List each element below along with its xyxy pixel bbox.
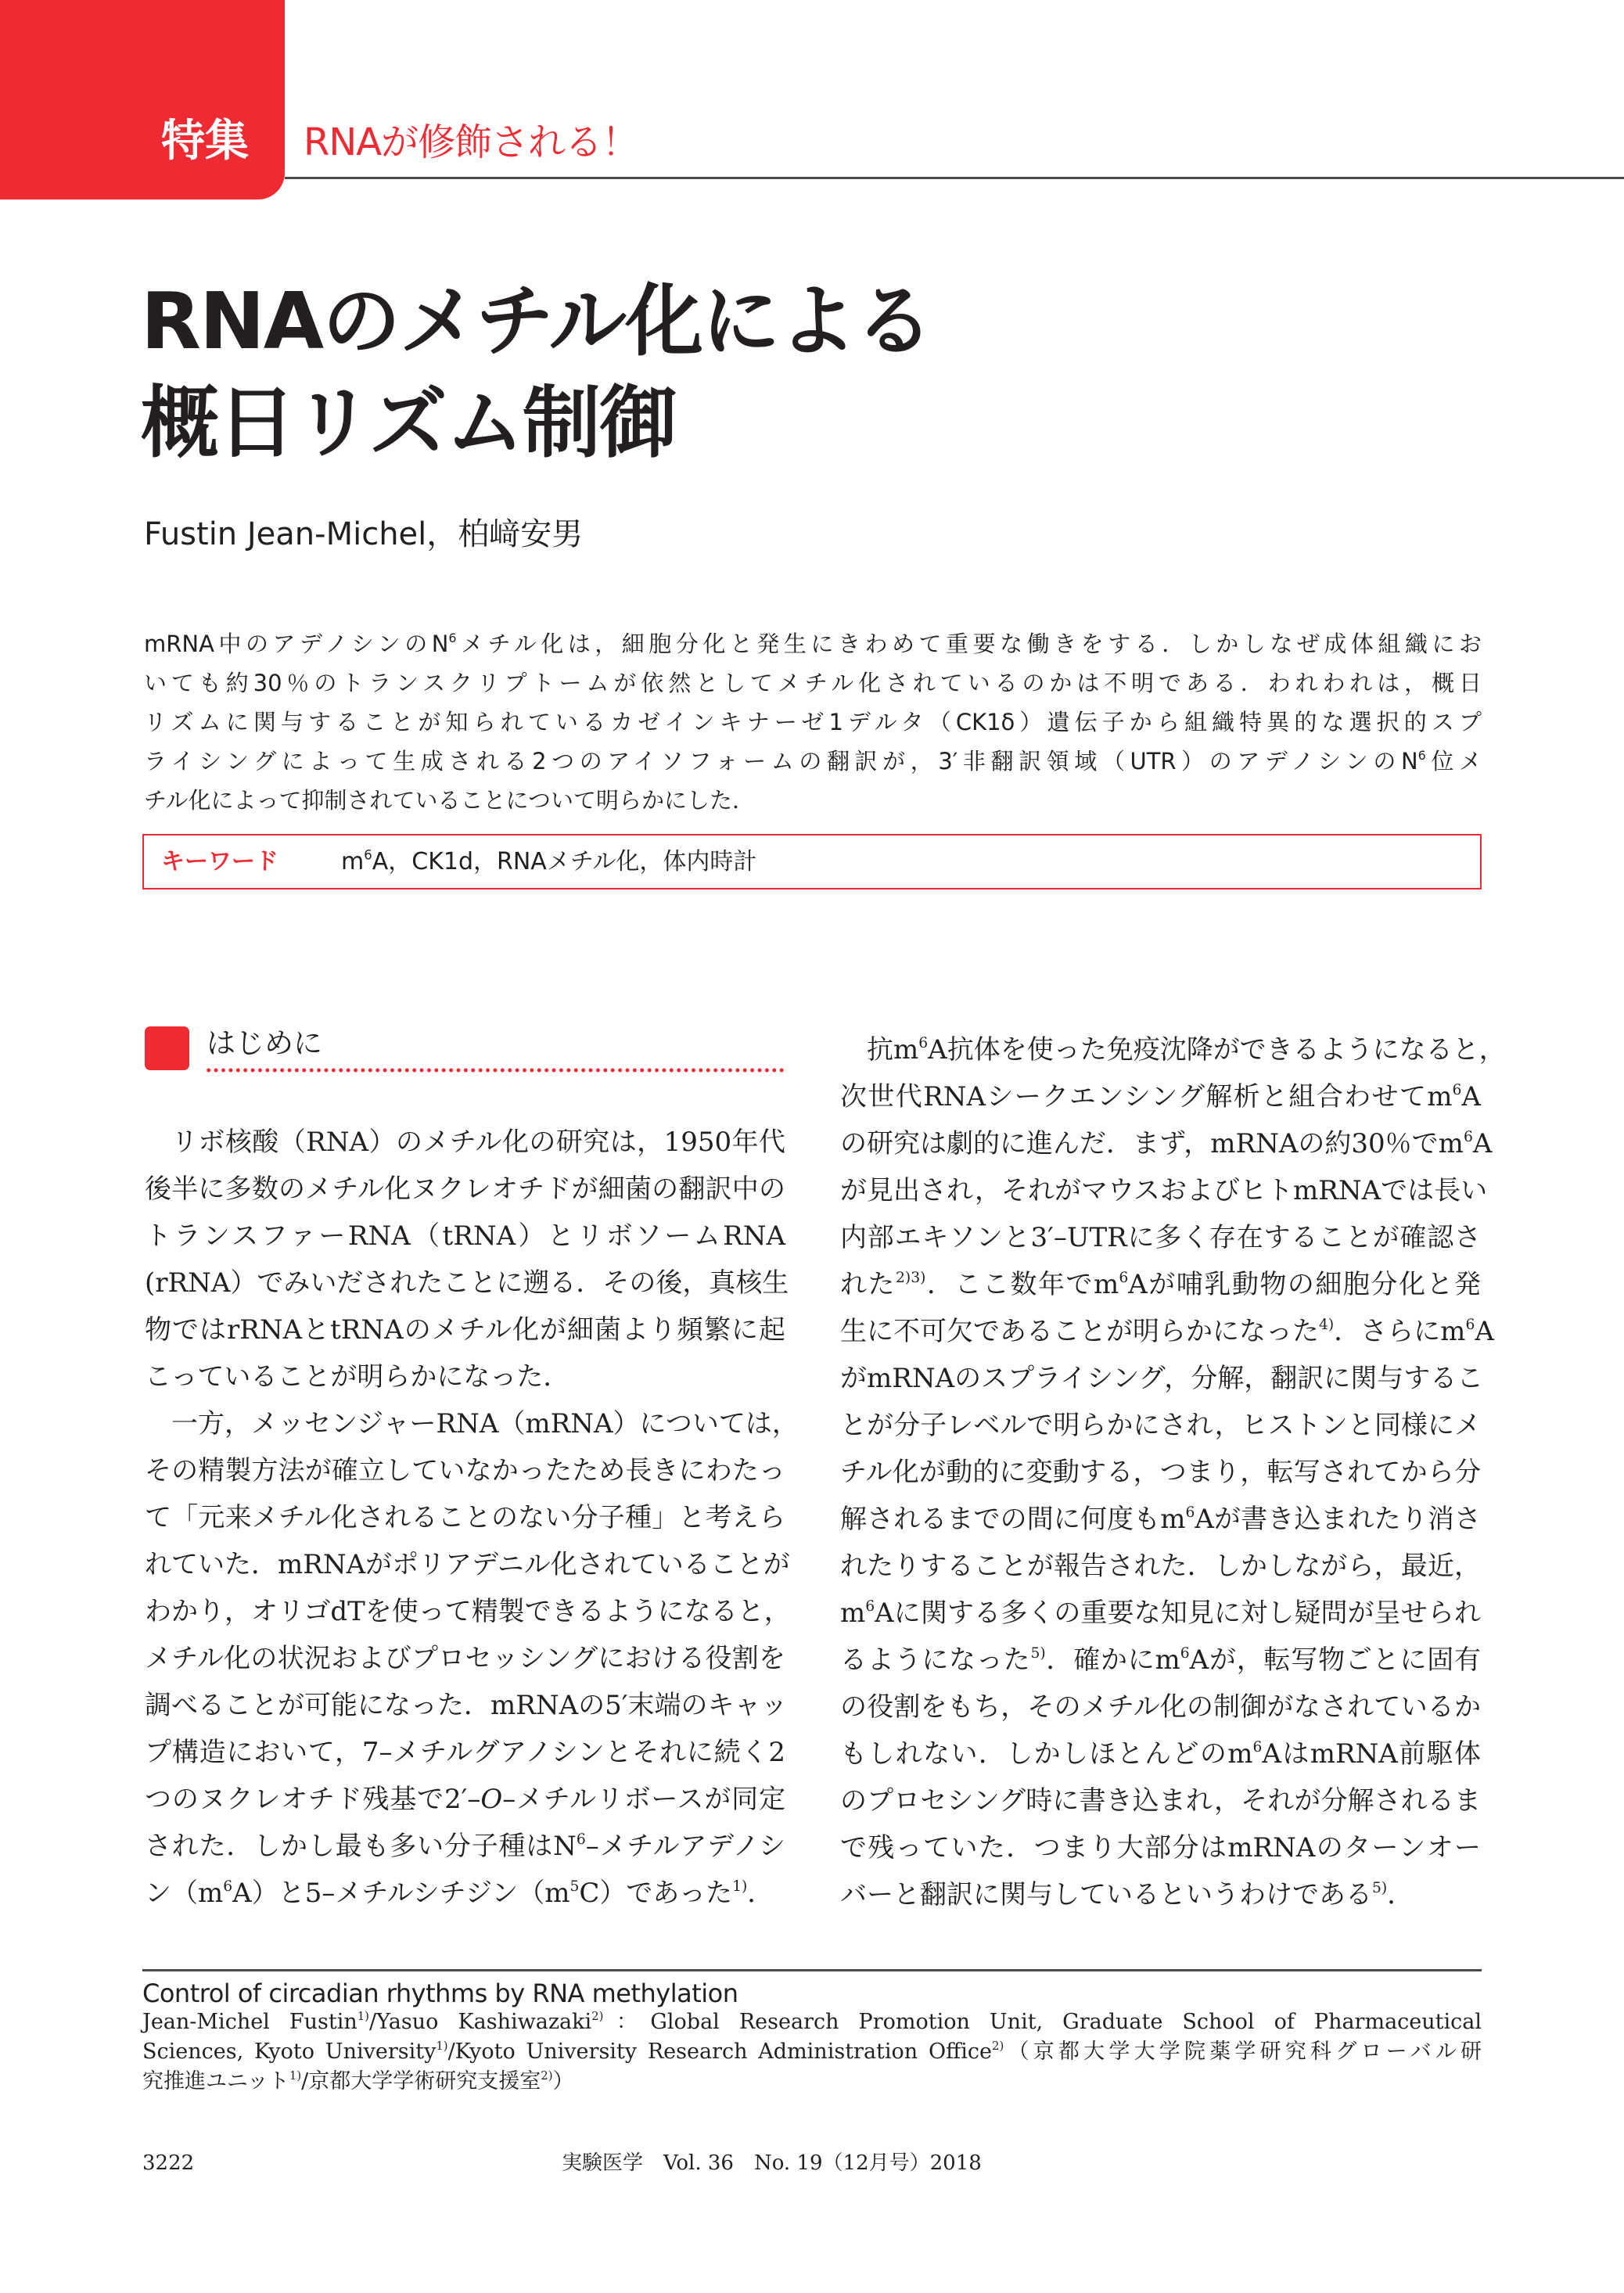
abstract-line xyxy=(144,742,1482,781)
text-run: C）であった xyxy=(579,1878,733,1909)
superscript: 6 xyxy=(918,1034,929,1051)
body-text-line xyxy=(145,1400,799,1447)
text-run: いても約30％のトランスクリプトームが依然としてメチル化されているのかは不明である．われわれは，概日 xyxy=(144,670,1482,696)
text-run: ．さらにm xyxy=(1334,1316,1466,1347)
superscript: 1) xyxy=(357,2008,369,2023)
text-run: A）と5–メチルシチジン（m xyxy=(232,1878,570,1909)
text-run: メチル化の状況およびプロセッシングにおける役割を xyxy=(145,1643,785,1674)
italic-text: O xyxy=(480,1784,503,1815)
body-text-line xyxy=(840,1543,1481,1590)
body-text-line xyxy=(145,1776,785,1823)
body-text-line xyxy=(840,1167,1488,1214)
text-run: れた xyxy=(840,1269,896,1300)
superscript: 4) xyxy=(1319,1316,1335,1333)
text-run: リボ核酸（RNA）のメチル化の研究は，1950年代 xyxy=(171,1127,785,1158)
text-run: 一方，メッセンジャーRNA（mRNA）については， xyxy=(171,1408,799,1439)
keywords-box xyxy=(142,834,1482,890)
superscript: 6 xyxy=(223,1878,233,1895)
article-title xyxy=(141,271,932,474)
body-column-left xyxy=(145,1119,799,1917)
text-run: チル化によって抑制されていることについて明らかにした． xyxy=(144,787,755,814)
superscript: 6 xyxy=(1180,1644,1190,1662)
text-run: Aが，転写物ごとに固有 xyxy=(1189,1644,1482,1676)
text-run: のプロセシング時に書き込まれ，それが分解されるま xyxy=(840,1785,1481,1817)
superscript: 6 xyxy=(576,1831,586,1848)
text-run: Jean-Michel Fustin xyxy=(142,2010,357,2034)
body-text-line xyxy=(145,1494,785,1541)
superscript: 6 xyxy=(1417,748,1426,764)
text-run: （京都大学大学院薬学研究科グローバル研 xyxy=(1004,2040,1482,2064)
text-run: A xyxy=(1475,1316,1494,1347)
superscript: 2)3) xyxy=(896,1269,926,1286)
text-run: 後半に多数のメチル化ヌクレオチドが細菌の翻訳中の xyxy=(145,1173,785,1205)
text-run: m xyxy=(840,1598,866,1629)
superscript: 6 xyxy=(1252,1738,1263,1756)
text-run: –メチルリボースが同定 xyxy=(502,1784,785,1815)
text-run: A抗体を使った免疫沈降ができるようになると， xyxy=(928,1034,1506,1066)
abstract-line xyxy=(144,781,1482,820)
text-run: で残っていた．つまり大部分はmRNAのターンオー xyxy=(840,1832,1481,1864)
superscript: 6 xyxy=(364,847,372,863)
text-run: 調べることが可能になった．mRNAの5′末端のキャッ xyxy=(145,1690,788,1721)
text-run: れたりすることが報告された．しかしながら，最近， xyxy=(840,1551,1481,1582)
superscript: 5 xyxy=(569,1878,580,1895)
text-run: A，CK1d，RNAメチル化，体内時計 xyxy=(372,848,757,875)
abstract-line xyxy=(144,703,1482,742)
text-run: /Kyoto University Research Administration Office xyxy=(447,2040,993,2064)
text-run: ．確かにm xyxy=(1045,1644,1180,1676)
text-run: メチル化は，細胞分化と発生にきわめて重要な働きをする．しかしなぜ成体組織にお xyxy=(456,631,1482,657)
text-run: その精製方法が確立していなかったため長きにわたっ xyxy=(145,1455,785,1486)
text-run: がmRNAのスプライシング，分解，翻訳に関与するこ xyxy=(840,1363,1484,1394)
article-title-line: RNAのメチル化による xyxy=(141,275,932,367)
keywords-list xyxy=(341,836,756,888)
text-run: こっていることが明らかになった． xyxy=(145,1361,570,1393)
article-title-line: 概日リズム制御 xyxy=(141,377,676,469)
text-run: とが分子レベルで明らかにされ，ヒストンと同様にメ xyxy=(840,1410,1481,1441)
header-rule xyxy=(285,177,1624,179)
body-text-line xyxy=(145,1306,785,1353)
keywords-values xyxy=(341,836,756,888)
text-run: プ構造において，7–メチルグアノシンとそれに続く2 xyxy=(145,1737,785,1768)
body-text-line xyxy=(840,1684,1481,1731)
body-column-right xyxy=(840,1026,1506,1918)
body-text-line xyxy=(840,1731,1481,1777)
body-text-line xyxy=(145,1213,785,1260)
text-run: ） xyxy=(552,2069,574,2094)
abstract xyxy=(144,624,1482,820)
body-text-line xyxy=(840,1073,1481,1120)
text-run: 内部エキソンと3′–UTRに多く存在することが確認さ xyxy=(840,1222,1481,1253)
text-run: 抗m xyxy=(867,1034,919,1066)
article-authors: Fustin Jean-Michel，柏﨑安男 xyxy=(144,516,584,552)
text-run: るようになった xyxy=(840,1644,1031,1676)
text-run: トランスファーRNA（tRNA）とリボソームRNA xyxy=(145,1220,785,1252)
footer-rule xyxy=(142,1969,1482,1971)
body-text-line xyxy=(840,1120,1493,1167)
affiliation-line xyxy=(142,2067,1482,2097)
text-run: mRNA中のアデノシンのN xyxy=(144,631,449,657)
series-title: RNAが修飾される！ xyxy=(304,120,639,164)
body-text-line xyxy=(145,1682,788,1729)
journal-info: 実験医学 Vol. 36 No. 19（12月号）2018 xyxy=(562,2151,982,2175)
text-run: Aが書き込まれたり消さ xyxy=(1195,1504,1481,1535)
section-dotted-rule xyxy=(205,1068,787,1073)
body-text-line xyxy=(840,1261,1481,1308)
text-run: もしれない．しかしほとんどのm xyxy=(840,1738,1253,1770)
text-run: つのヌクレオチド残基で2′– xyxy=(145,1784,481,1815)
body-text-line xyxy=(840,1590,1481,1637)
text-run: ． xyxy=(1387,1879,1414,1910)
text-run: ．ここ数年でm xyxy=(925,1269,1119,1300)
superscript: 2) xyxy=(541,2068,553,2083)
body-text-line xyxy=(840,1355,1484,1402)
superscript: 2) xyxy=(591,2008,604,2023)
body-text-line xyxy=(145,1166,785,1213)
text-run: 究推進ユニット xyxy=(142,2069,289,2094)
text-run: が見出され，それがマウスおよびヒトmRNAでは長い xyxy=(840,1175,1488,1206)
text-run: /Yasuo Kashiwazaki xyxy=(368,2010,592,2034)
body-text-line xyxy=(145,1823,785,1870)
body-text-line xyxy=(145,1260,789,1306)
body-text-line xyxy=(145,1729,785,1776)
abstract-line xyxy=(144,663,1482,703)
body-text-line xyxy=(145,1588,791,1635)
abstract-line xyxy=(144,624,1482,663)
text-run: 位メ xyxy=(1425,748,1482,775)
text-run: て「元来メチル化されることのない分子種」と考えら xyxy=(145,1502,785,1533)
text-run: A xyxy=(1461,1081,1481,1112)
text-run: ． xyxy=(747,1878,774,1909)
page-number: 3222 xyxy=(142,2151,195,2175)
superscript: 6 xyxy=(1463,1128,1473,1145)
text-run: ：Global Research Promotion Unit, Graduate School of Pharmaceutical xyxy=(603,2010,1482,2034)
body-text-line xyxy=(840,1308,1494,1355)
body-text-line xyxy=(840,1026,1506,1073)
body-text-line xyxy=(145,1870,785,1917)
superscript: 1) xyxy=(289,2068,302,2083)
superscript: 6 xyxy=(448,631,457,646)
text-run: Sciences, Kyoto University xyxy=(142,2040,437,2064)
affiliation-line xyxy=(142,2007,1482,2037)
text-run: Aに関する多くの重要な知見に対し疑問が呈せられ xyxy=(875,1598,1481,1629)
text-run: れていた．mRNAがポリアデニル化されていることが xyxy=(145,1549,790,1580)
author-affiliations xyxy=(142,2007,1482,2097)
body-text-line xyxy=(840,1496,1481,1543)
text-run: AはmRNA前駆体 xyxy=(1262,1738,1481,1770)
body-text-line xyxy=(145,1353,785,1400)
superscript: 6 xyxy=(1185,1504,1195,1521)
text-run: /京都大学学術研究支援室 xyxy=(301,2069,541,2094)
body-text-line xyxy=(840,1449,1481,1496)
superscript: 2) xyxy=(992,2038,1004,2053)
body-text-line xyxy=(145,1635,785,1682)
text-run: A xyxy=(1472,1128,1493,1159)
superscript: 5) xyxy=(1030,1644,1046,1662)
body-text-line xyxy=(840,1824,1481,1871)
text-run: チル化が動的に変動する，つまり，転写されてから分 xyxy=(840,1457,1481,1488)
text-run: わかり，オリゴdTを使って精製できるようになると， xyxy=(145,1596,791,1627)
text-run: ライシングによって生成される2つのアイソフォームの翻訳が，3′非翻訳領域（UTR）のアデノシンのN xyxy=(144,748,1418,775)
text-run: m xyxy=(341,848,365,875)
superscript: 5) xyxy=(1372,1879,1388,1896)
superscript: 6 xyxy=(1465,1316,1475,1333)
text-run: 物ではrRNAとtRNAのメチル化が細菌より頻繁に起 xyxy=(145,1314,785,1346)
text-run: Aが哺乳動物の細胞分化と発 xyxy=(1128,1269,1481,1300)
body-text-line xyxy=(840,1637,1481,1684)
text-run: バーと翻訳に関与しているというわけである xyxy=(840,1879,1372,1910)
text-run: の役割をもち，そのメチル化の制御がなされているか xyxy=(840,1691,1481,1723)
keywords-label: キーワード xyxy=(161,848,278,875)
section-heading: はじめに xyxy=(207,1026,322,1060)
text-run: ン（m xyxy=(145,1878,224,1909)
superscript: 6 xyxy=(1452,1081,1462,1098)
english-title: Control of circadian rhythms by RNA methylation xyxy=(142,1979,738,2008)
body-text-line xyxy=(145,1119,785,1166)
feature-tag-label: 特集 xyxy=(161,116,249,167)
text-run: –メチルアデノシ xyxy=(585,1831,786,1862)
text-run: の研究は劇的に進んだ．まず，mRNAの約30％でm xyxy=(840,1128,1464,1159)
section-marker-icon xyxy=(145,1026,189,1070)
text-run: 解されるまでの間に何度もm xyxy=(840,1504,1186,1535)
text-run: 生に不可欠であることが明らかになった xyxy=(840,1316,1319,1347)
body-text-line xyxy=(840,1402,1481,1449)
text-run: された．しかし最も多い分子種はN xyxy=(145,1831,577,1862)
body-text-line xyxy=(840,1871,1481,1918)
text-run: 次世代RNAシークエンシング解析と組合わせてm xyxy=(840,1081,1453,1112)
text-run: (rRNA）でみいだされたことに遡る．その後，真核生 xyxy=(145,1267,789,1299)
body-text-line xyxy=(145,1541,790,1588)
body-text-line xyxy=(840,1777,1481,1824)
body-text-line xyxy=(840,1214,1481,1261)
body-text-line xyxy=(145,1447,785,1494)
feature-tag-box xyxy=(0,0,285,199)
superscript: 6 xyxy=(865,1598,875,1615)
text-run: リズムに関与することが知られているカゼインキナーゼ1デルタ（CK1δ）遺伝子から組織特異的な選択的スプ xyxy=(144,709,1482,735)
superscript: 1) xyxy=(732,1878,748,1895)
superscript: 1) xyxy=(436,2038,448,2053)
affiliation-line xyxy=(142,2037,1482,2067)
superscript: 6 xyxy=(1119,1269,1129,1286)
